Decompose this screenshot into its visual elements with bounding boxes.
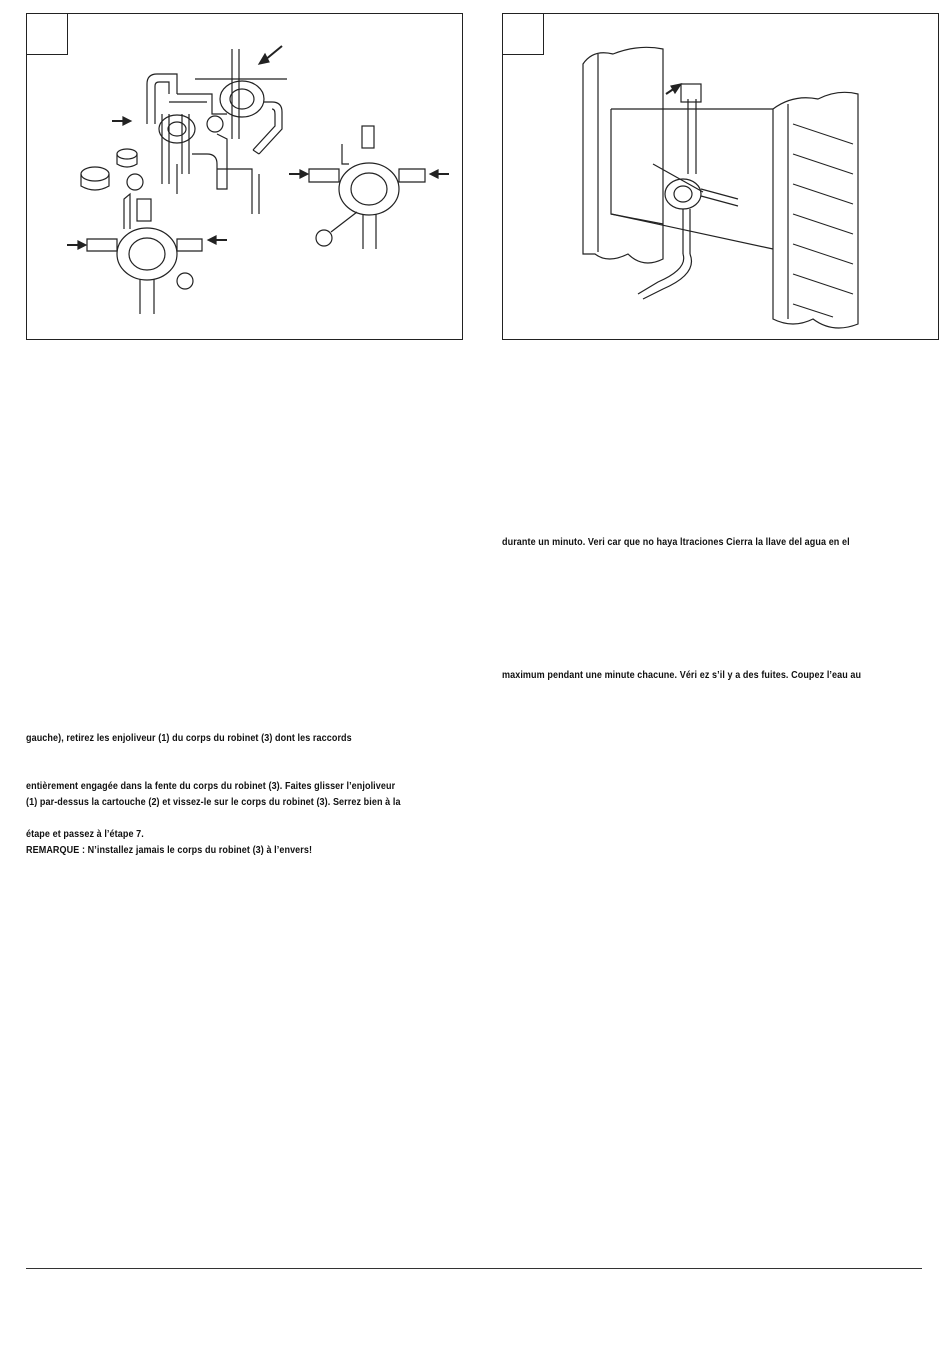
french-line-3: (1) par-dessus la cartouche (2) et vissez-le sur le corps du robinet (3). Serrez bien à la	[26, 796, 401, 808]
right-illustration-panel	[502, 13, 939, 340]
french-right-line: maximum pendant une minute chacune. Véri ez s’il y a des fuites. Coupez l’eau au	[502, 669, 862, 681]
french-line-1: gauche), retirez les enjoliveur (1) du corps du robinet (3) dont les raccords	[26, 732, 352, 744]
spanish-right-line: durante un minuto. Veri car que no haya ltraciones Cierra la llave del agua en el	[502, 536, 850, 548]
valve-body-left-drawing	[67, 194, 227, 314]
left-illustration-panel	[26, 13, 463, 340]
french-line-4: étape et passez à l’étape 7.	[26, 828, 144, 840]
valve-body-right-drawing	[289, 126, 449, 249]
pipe-assembly-drawing	[81, 49, 287, 214]
french-line-2: entièrement engagée dans la fente du corps du robinet (3). Faites glisser l’enjoliveur	[26, 780, 396, 792]
footer-divider	[26, 1268, 922, 1269]
french-note-line: REMARQUE : N’installez jamais le corps du robinet (3) à l’envers!	[26, 844, 313, 856]
valve-installation-diagram	[27, 14, 464, 341]
wall-mounted-valve-diagram	[503, 14, 940, 341]
